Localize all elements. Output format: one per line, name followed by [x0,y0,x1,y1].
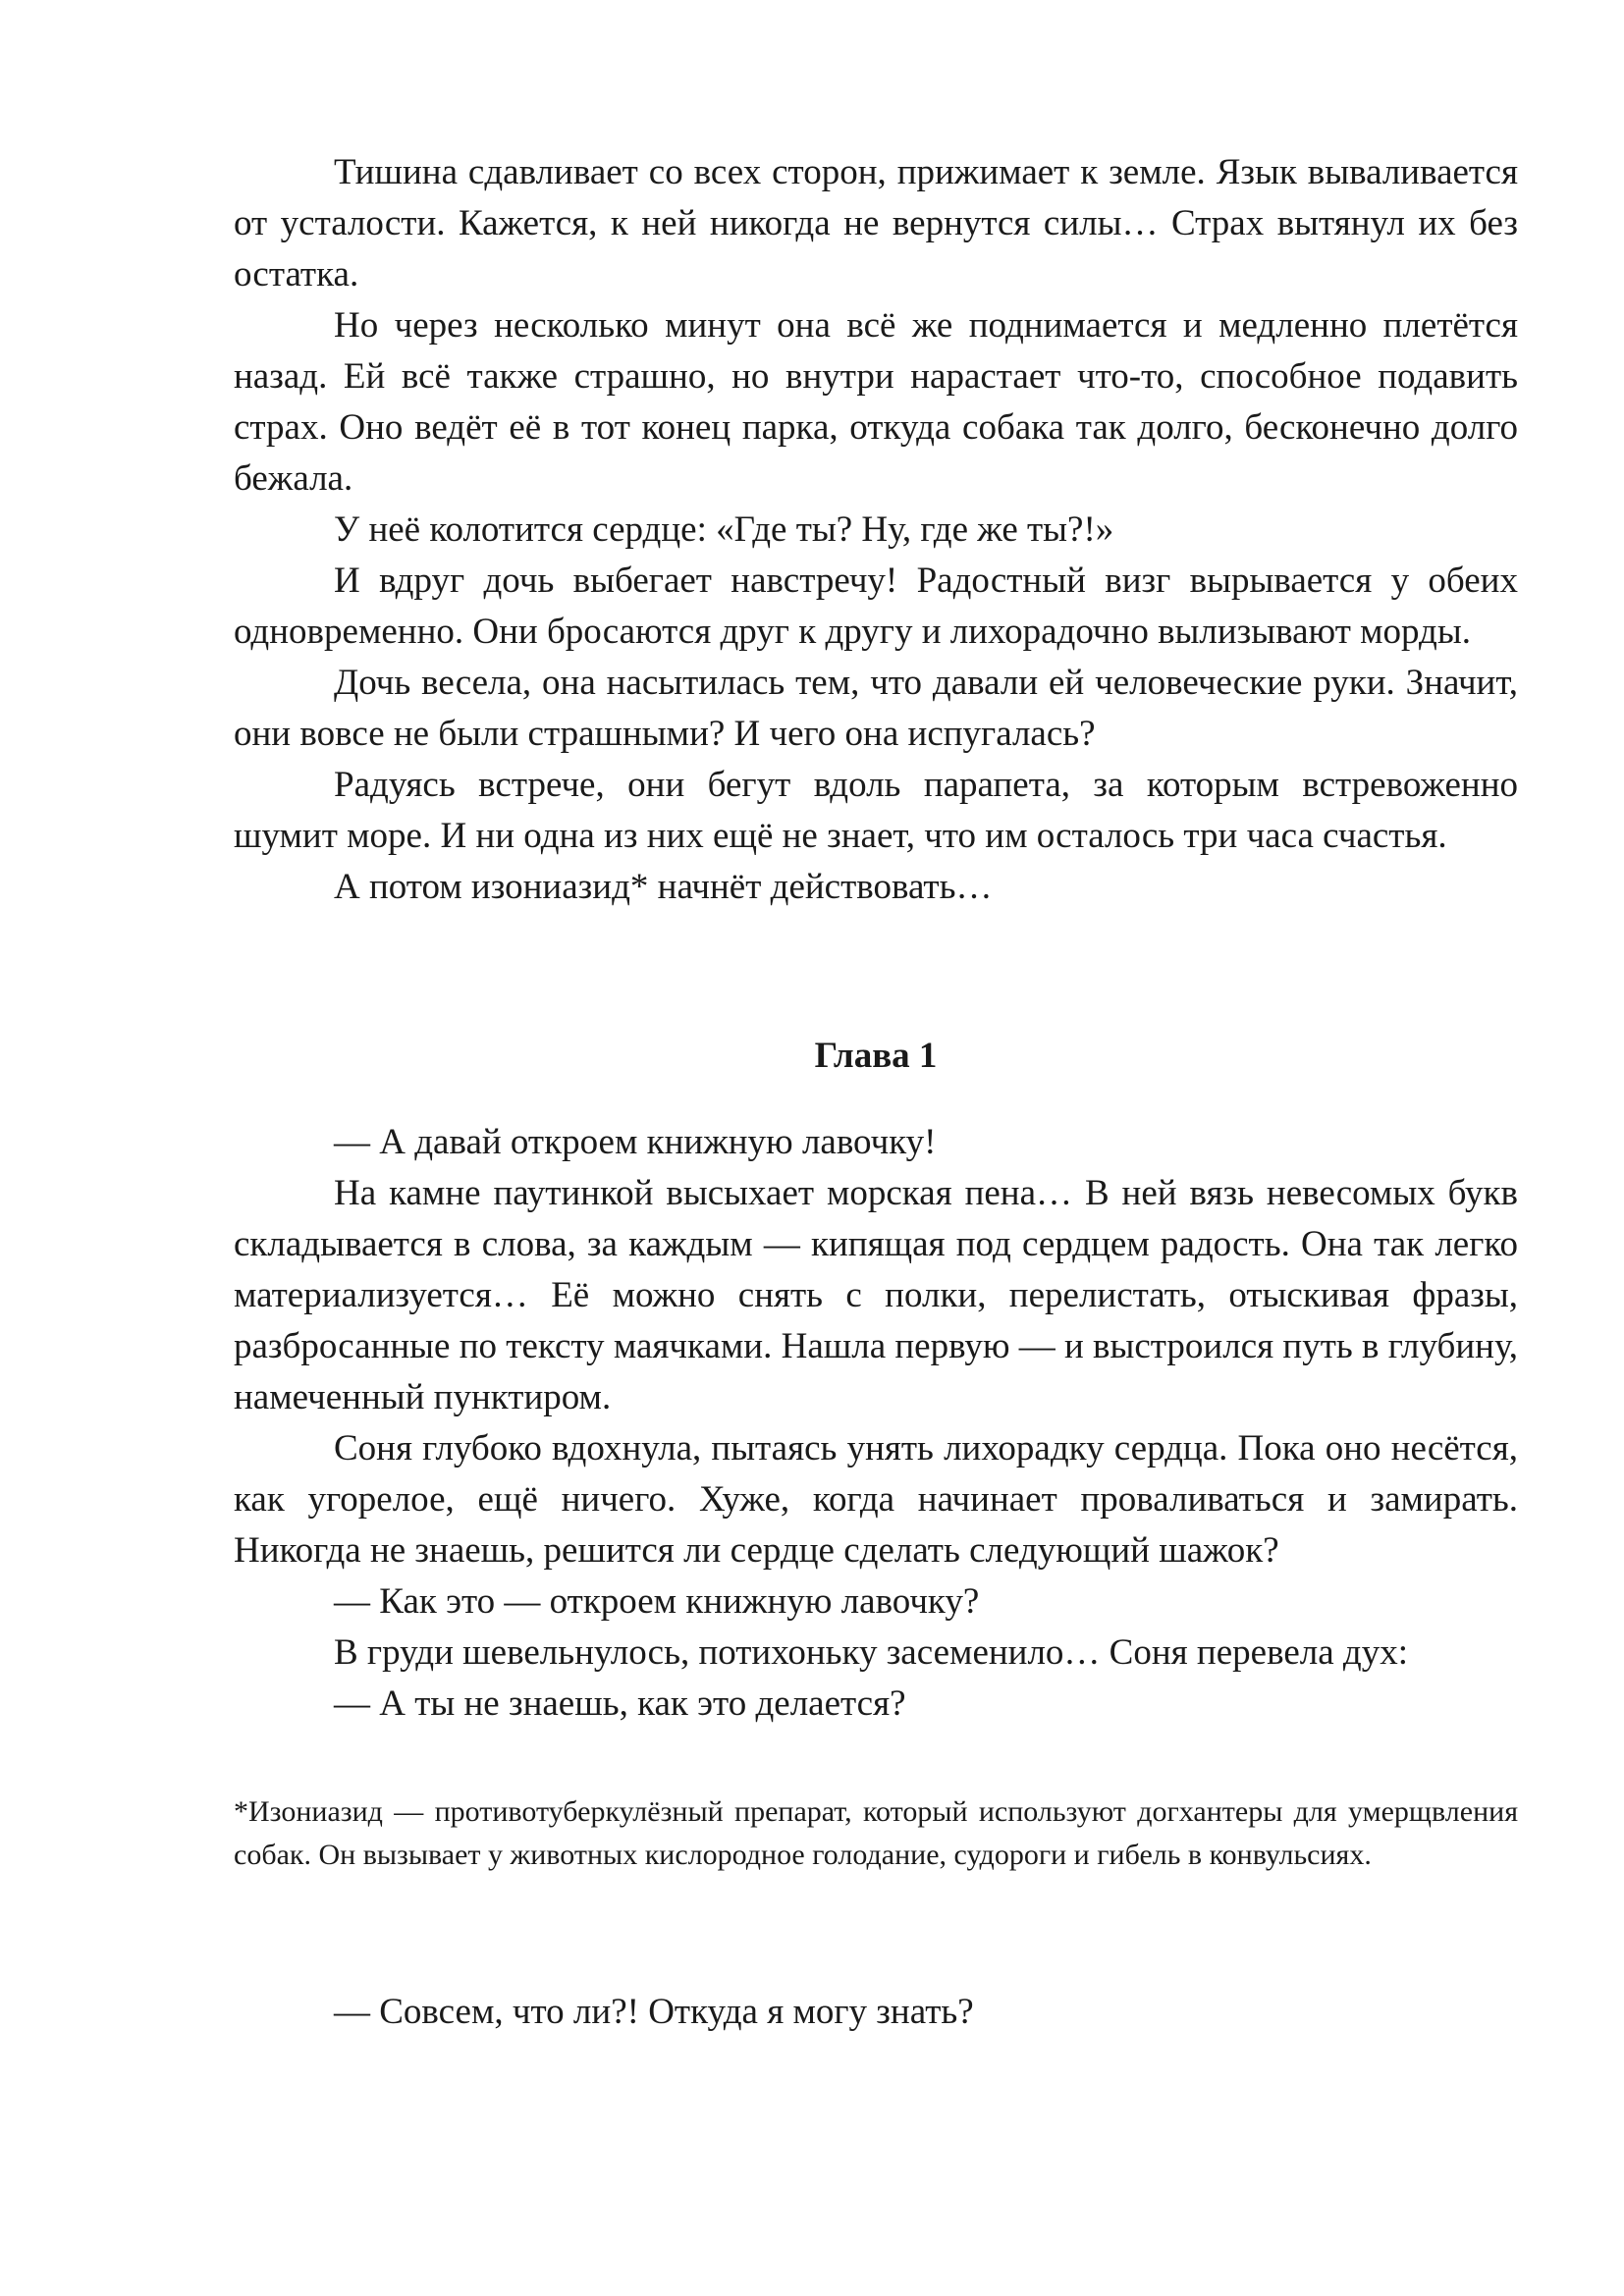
paragraph: У неё колотится сердце: «Где ты? Ну, где же ты?!» [334,509,1114,550]
footnote: *Изониазид — противотуберкулёзный препарат, который используют догхантеры для умерщвления собак. Он вызывает у животных кислородное голодание, судороги и гибель в конвульсиях. [234,1795,1518,1871]
paragraph: Тишина сдавливает со всех сторон, прижимает к земле. Язык вываливается от усталости. Кажется, к ней никогда не вернутся силы… Страх вытянул их без остатка. [234,152,1518,294]
prologue-section [234,147,1518,913]
document-page [234,147,1518,2038]
paragraph: И вдруг дочь выбегает навстречу! Радостный визг вырывается у обеих одновременно. Они бросаются друг к другу и лихорадочно вылизывают морды. [234,561,1518,652]
chapter-body [234,1117,1518,1730]
paragraph: — Совсем, что ли?! Откуда я могу знать? [334,1992,974,2032]
paragraph: Дочь весела, она насытилась тем, что давали ей человеческие руки. Значит, они вовсе не были страшными? И чего она испугалась? [234,663,1518,754]
paragraph: Но через несколько минут она всё же поднимается и медленно плетётся назад. Ей всё также страшно, но внутри нарастает что-то, способное подавить страх. Оно ведёт её в тот конец парка, откуда собака так долго, бесконечно долго бежала. [234,305,1518,499]
paragraph: Радуясь встрече, они бегут вдоль парапета, за которым встревоженно шумит море. И ни одна из них ещё не знает, что им осталось три часа счастья. [234,765,1518,856]
paragraph: — Как это — откроем книжную лавочку? [334,1581,980,1622]
paragraph: А потом изониазид* начнёт действовать… [334,867,993,907]
paragraph: В груди шевельнулось, потихоньку засеменило… Соня перевела дух: [334,1632,1408,1673]
paragraph: На камне паутинкой высыхает морская пена… В ней вязь невесомых букв складывается в слова, за каждым — кипящая под сердцем радость. Она так легко материализуется… Её можно снять с полки, перелистать, отыскивая фразы, разбросанные по тексту маячками. Нашла первую — и выстроился путь в глубину, намеченный пунктиром. [234,1173,1518,1417]
paragraph: — А ты не знаешь, как это делается? [334,1683,906,1724]
chapter-title: Глава 1 [814,1036,938,1076]
paragraph: — А давай откроем книжную лавочку! [334,1122,937,1162]
paragraph: Соня глубоко вдохнула, пытаясь унять лихорадку сердца. Пока оно несётся, как угорелое, ещё ничего. Хуже, когда начинает проваливаться и замирать. Никогда не знаешь, решится ли сердце сделать следующий шажок? [234,1428,1518,1571]
